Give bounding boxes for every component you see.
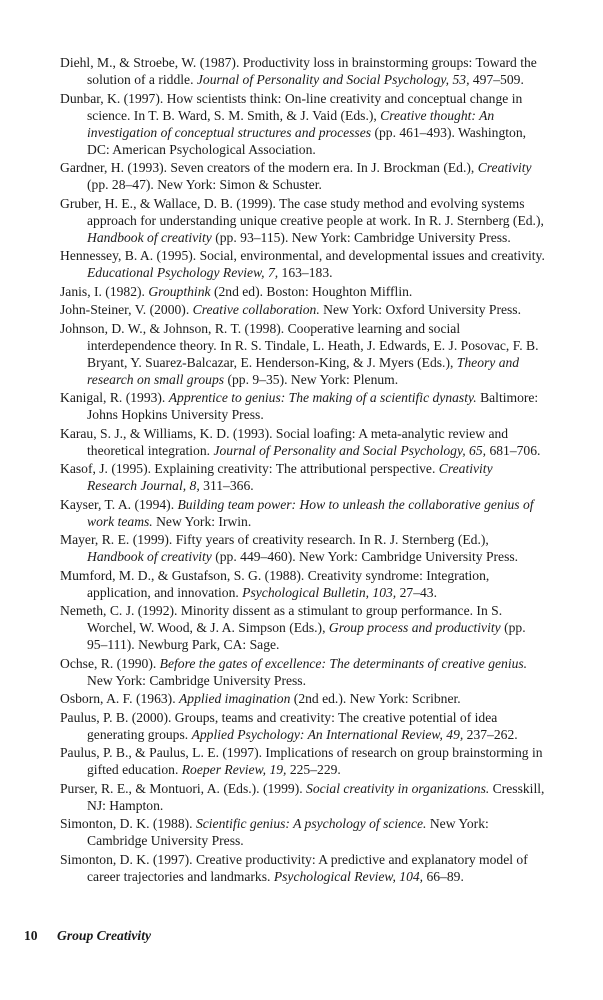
reference-text-segment: New York: Cambridge University Press. bbox=[87, 672, 306, 688]
reference-entry bbox=[60, 602, 546, 653]
reference-text-segment: Simonton, D. K. (1997). Creative productivity: A predictive and explanatory model of career trajectories and landmarks. bbox=[60, 851, 528, 884]
reference-text-segment: (pp. 93–115). New York: Cambridge University Press. bbox=[211, 229, 511, 245]
reference-italic-segment: Social creativity in organizations. bbox=[306, 780, 490, 796]
reference-text-segment: Ochse, R. (1990). bbox=[60, 655, 160, 671]
reference-italic-segment: Educational Psychology Review, 7, bbox=[87, 265, 279, 280]
running-title: Group Creativity bbox=[57, 928, 152, 943]
reference-entry bbox=[60, 531, 546, 565]
reference-entry bbox=[60, 655, 546, 689]
reference-text-segment: Hennessey, B. A. (1995). Social, environmental, and developmental issues and creativity. bbox=[60, 248, 545, 263]
reference-entry bbox=[60, 195, 546, 246]
reference-text-segment: (2nd ed). Boston: Houghton Mifflin. bbox=[210, 283, 413, 299]
reference-text-segment: Paulus, P. B., & Paulus, L. E. (1997). Implications of research on group brainstorming in gifted education. bbox=[60, 745, 543, 777]
reference-text-segment: New York: Cambridge University Press. bbox=[87, 816, 489, 848]
reference-italic-segment: Creative collaboration. bbox=[192, 302, 320, 317]
reference-entry bbox=[60, 690, 546, 707]
page-number: 10 bbox=[24, 928, 38, 943]
reference-entry bbox=[60, 54, 546, 88]
reference-text-segment: (pp. 461–493). Washington, DC: American Psychological Association. bbox=[87, 124, 527, 157]
reference-text-segment: Kayser, T. A. (1994). bbox=[60, 496, 178, 512]
reference-text-segment: 237–262. bbox=[463, 726, 518, 742]
reference-text-segment: 497–509. bbox=[469, 72, 524, 87]
reference-italic-segment: Creativity bbox=[477, 160, 532, 175]
reference-italic-segment: Theory and research on small groups bbox=[87, 354, 520, 387]
reference-italic-segment: Journal of Personality and Social Psychology, 65, bbox=[213, 442, 487, 458]
reference-text-segment: Diehl, M., & Stroebe, W. (1987). Productivity loss in brainstorming groups: Toward the solution of a riddle. bbox=[60, 55, 537, 87]
reference-entry bbox=[60, 389, 546, 423]
reference-italic-segment: Creativity Research Journal, 8, bbox=[87, 461, 493, 493]
reference-text-segment: (pp. 449–460). New York: Cambridge University Press. bbox=[211, 549, 519, 564]
reference-text-segment: Mayer, R. E. (1999). Fifty years of creativity research. In R. J. Sternberg (Ed.), bbox=[60, 532, 489, 547]
reference-italic-segment: Before the gates of excellence: The determinants of creative genius. bbox=[159, 655, 528, 671]
reference-text-segment: (2nd ed.). New York: Scribner. bbox=[290, 691, 461, 706]
reference-text-segment: Janis, I. (1982). bbox=[60, 283, 149, 299]
reference-text-segment: Karau, S. J., & Williams, K. D. (1993). Social loafing: A meta-analytic review and theoretical integration. bbox=[60, 425, 509, 458]
reference-italic-segment: Scientific genius: A psychology of science. bbox=[195, 816, 427, 831]
reference-text-segment: New York: Irwin. bbox=[152, 513, 252, 529]
reference-entry bbox=[60, 851, 546, 885]
reference-text-segment: (pp. 95–111). Newburg Park, CA: Sage. bbox=[87, 620, 526, 652]
reference-text-segment: Purser, R. E., & Montuori, A. (Eds.). (1999). bbox=[60, 780, 307, 796]
reference-italic-segment: Creative thought: An investigation of conceptual structures and processes bbox=[87, 107, 495, 140]
reference-italic-segment: Psychological Review, 104, bbox=[273, 868, 424, 884]
page-footer bbox=[24, 928, 151, 944]
reference-text-segment: 311–366. bbox=[199, 478, 254, 493]
reference-text-segment: (pp. 9–35). New York: Plenum. bbox=[224, 371, 399, 387]
reference-text-segment: Kasof, J. (1995). Explaining creativity: The attributional perspective. bbox=[60, 461, 439, 476]
reference-entry bbox=[60, 425, 546, 459]
reference-entry bbox=[60, 567, 546, 601]
reference-text-segment: 163–183. bbox=[278, 265, 333, 280]
reference-text-segment: Nemeth, C. J. (1992). Minority dissent as a stimulant to group performance. In S. Worchel, W. Wood, & J. A. Simpson (Eds.), bbox=[60, 603, 503, 635]
reference-text-segment: Osborn, A. F. (1963). bbox=[60, 691, 179, 706]
reference-text-segment: 66–89. bbox=[423, 868, 464, 884]
reference-text-segment: New York: Oxford University Press. bbox=[319, 302, 521, 317]
reference-text-segment: Mumford, M. D., & Gustafson, S. G. (1988). Creativity syndrome: Integration, application, and innovation. bbox=[60, 567, 490, 600]
reference-entry bbox=[60, 709, 546, 743]
reference-entry bbox=[60, 159, 546, 193]
reference-text-segment: Johnson, D. W., & Johnson, R. T. (1998). Cooperative learning and social interdependence theory. In R. S. Tindale, L. Heath, J. Edwards, E. J. Posovac, F. B. Bryant, Y. Suarez-Balcazar, E. Henderson-King, & J. Myers (Eds.), bbox=[60, 320, 539, 370]
reference-text-segment: Kanigal, R. (1993). bbox=[60, 390, 169, 405]
reference-text-segment: Gruber, H. E., & Wallace, D. B. (1999). The case study method and evolving systems approach for understanding unique creative people at work. In R. J. Sternberg (Ed.), bbox=[60, 195, 544, 228]
reference-italic-segment: Group process and productivity bbox=[328, 620, 501, 635]
reference-entry bbox=[60, 90, 546, 158]
reference-text-segment: Dunbar, K. (1997). How scientists think: On-line creativity and conceptual change in science. In T. B. Ward, S. M. Smith, & J. Vaid (Eds.), bbox=[60, 90, 523, 123]
reference-italic-segment: Groupthink bbox=[148, 283, 211, 299]
reference-list bbox=[60, 54, 546, 886]
reference-text-segment: 681–706. bbox=[486, 442, 541, 458]
reference-text-segment: Cresskill, NJ: Hampton. bbox=[87, 780, 545, 813]
reference-text-segment: (pp. 28–47). New York: Simon & Schuster. bbox=[87, 177, 322, 192]
reference-text-segment: Baltimore: Johns Hopkins University Press. bbox=[87, 390, 539, 422]
reference-italic-segment: Applied Psychology: An International Review, 49, bbox=[191, 726, 464, 742]
reference-entry bbox=[60, 301, 546, 318]
reference-text-segment: Gardner, H. (1993). Seven creators of the modern era. In J. Brockman (Ed.), bbox=[60, 160, 478, 175]
reference-entry bbox=[60, 780, 546, 814]
reference-text-segment: 27–43. bbox=[396, 584, 437, 600]
reference-italic-segment: Building team power: How to unleash the collaborative genius of work teams. bbox=[87, 496, 534, 529]
reference-entry bbox=[60, 815, 546, 849]
reference-text-segment: Paulus, P. B. (2000). Groups, teams and creativity: The creative potential of idea generating groups. bbox=[60, 709, 498, 742]
reference-italic-segment: Applied imagination bbox=[179, 691, 291, 706]
reference-text-segment: John-Steiner, V. (2000). bbox=[60, 302, 193, 317]
reference-text-segment: Simonton, D. K. (1988). bbox=[60, 816, 196, 831]
reference-text-segment: 225–229. bbox=[286, 762, 341, 777]
reference-italic-segment: Handbook of creativity bbox=[87, 229, 212, 245]
reference-entry bbox=[60, 283, 546, 300]
reference-italic-segment: Handbook of creativity bbox=[87, 549, 212, 564]
reference-entry bbox=[60, 320, 546, 388]
reference-italic-segment: Apprentice to genius: The making of a scientific dynasty. bbox=[168, 390, 477, 405]
reference-italic-segment: Roeper Review, 19, bbox=[181, 762, 287, 777]
reference-entry bbox=[60, 460, 546, 494]
reference-entry bbox=[60, 496, 546, 530]
reference-italic-segment: Journal of Personality and Social Psychology, 53, bbox=[196, 72, 470, 87]
reference-entry bbox=[60, 744, 546, 778]
reference-italic-segment: Psychological Bulletin, 103, bbox=[242, 584, 397, 600]
reference-entry bbox=[60, 247, 546, 281]
